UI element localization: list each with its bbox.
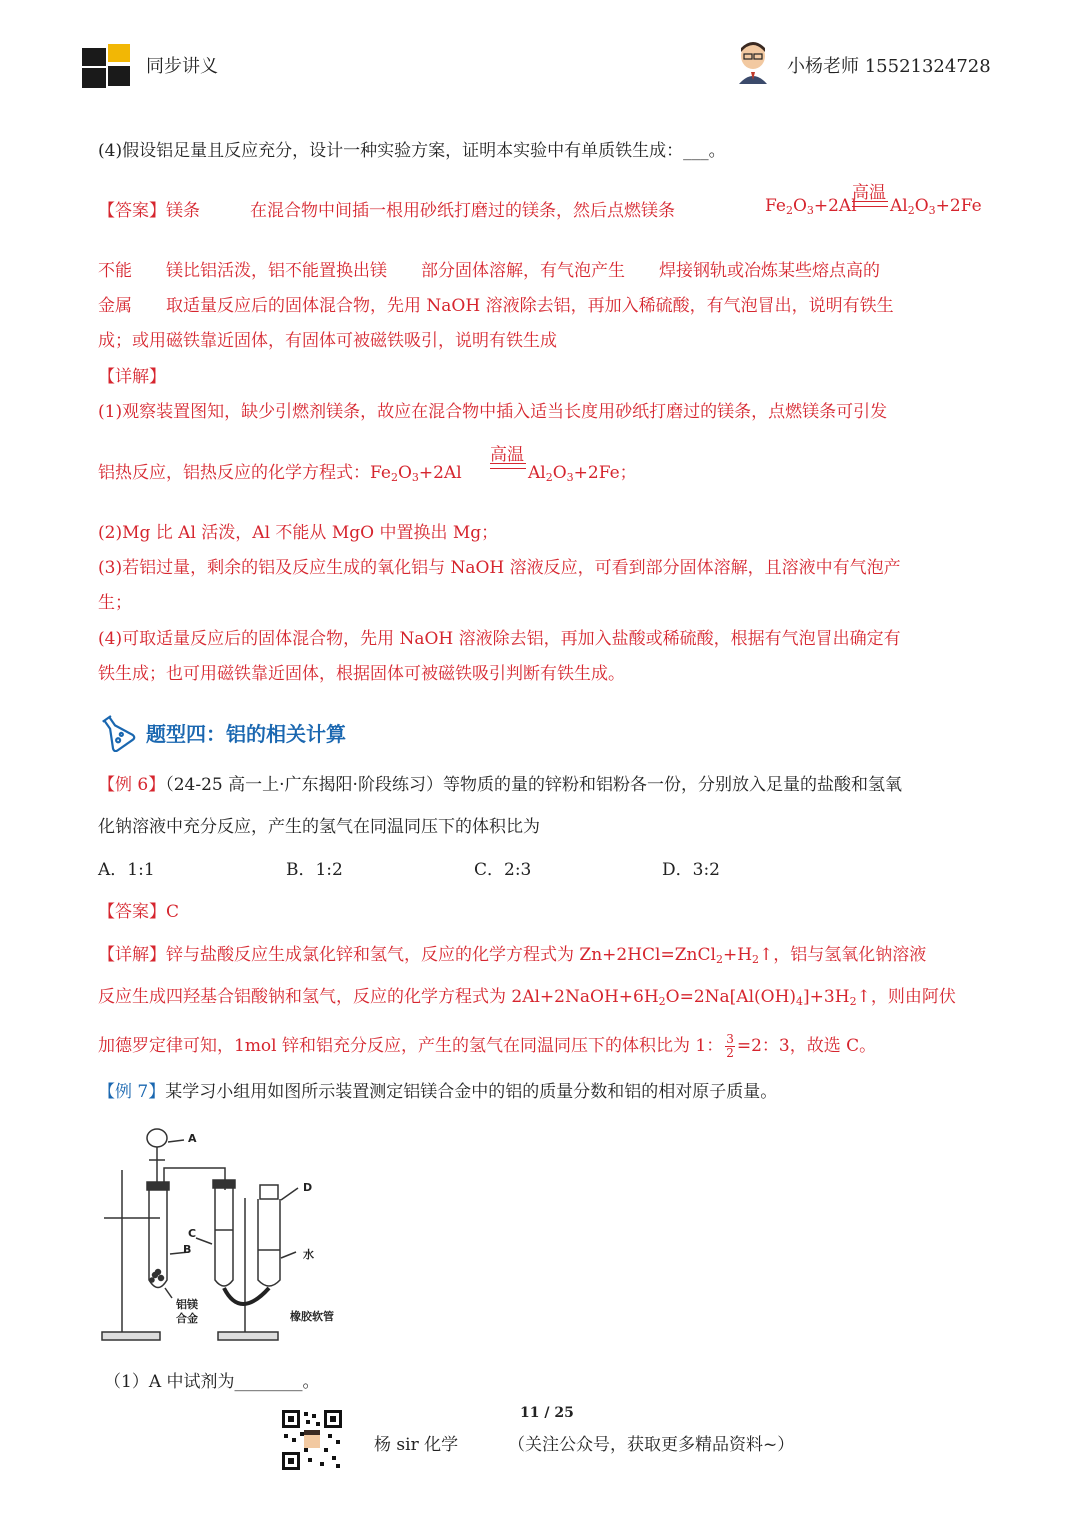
option-c: C．2:3 [474, 860, 532, 880]
header-title: 同步讲义 [146, 56, 218, 77]
answer-label: 【答案】 [98, 201, 166, 221]
question-4: (4)假设铝足量且反应充分，设计一种实验方案，证明本实验中有单质铁生成：___。 [98, 141, 726, 161]
label-water: 水 [303, 1248, 314, 1261]
answer-line-3: 金属 取适量反应后的固体混合物，先用 NaOH 溶液除去铝，再加入稀硫酸，有气泡冒出，说明有铁生 [98, 296, 894, 316]
example6-line-1 [98, 770, 902, 795]
eq2-bar [490, 463, 526, 469]
eq-condition: 高温 [852, 183, 886, 203]
example6-source: （24-25 高一上·广东揭阳·阶段练习） [165, 775, 443, 795]
example6-explain-2: 反应生成四羟基合铝酸钠和氢气，反应的化学方程式为 $2Al+2NaOH+6H_2O=2Na[Al(OH)_4]+3H_2↑$，则由阿伏 [98, 987, 956, 1008]
answer-item-2: 在混合物中间插一根用砂纸打磨过的镁条，然后点燃镁条 [250, 201, 675, 221]
example6-line-2: 化钠溶液中充分反应，产生的氢气在同温同压下的体积比为 [98, 817, 540, 837]
label-a: A [188, 1132, 197, 1145]
page-number: 11 / 25 [520, 1405, 574, 1421]
example6-label: 【例 6】 [98, 775, 166, 795]
label-alloy-2: 合金 [176, 1312, 198, 1325]
explain-p4b: 铁生成；也可用磁铁靠近固体，根据固体可被磁铁吸引判断有铁生成。 [98, 664, 625, 684]
label-b: B [183, 1243, 192, 1256]
eq-bar [852, 201, 888, 207]
label-d: D [303, 1181, 313, 1194]
label-c: C [188, 1227, 197, 1240]
example7-line: 【例 7】某学习小组用如图所示装置测定铝镁合金中的铝的质量分数和铝的相对原子质量。 [98, 1082, 778, 1102]
example6-answer: 【答案】C [98, 902, 180, 922]
flask-icon [96, 712, 136, 752]
example6-explain-3: 加德罗定律可知，1mol 锌和铝充分反应，产生的氢气在同温同压下的体积比为 1： $\frac{3}{2}$ =2：3，故选 C。 [98, 1032, 877, 1060]
option-b: B．1:2 [286, 860, 343, 880]
label-alloy-1: 铝镁 [176, 1298, 198, 1311]
eq-left: $Fe_2O_3+2Al$ [765, 196, 857, 217]
explain-p3b: 生； [98, 593, 132, 613]
option-a: A．1:1 [98, 860, 155, 880]
logo-icon [82, 44, 134, 88]
teacher-contact: 小杨老师 15521324728 [787, 56, 991, 77]
example6-explain-1: 【详解】锌与盐酸反应生成氯化锌和氢气，反应的化学方程式为 $Zn+2HCl=ZnCl_2+H_2↑$，铝与氢氧化钠溶液 [98, 945, 927, 966]
answer-item-1: 镁条 [166, 201, 200, 221]
example7-q1: （1）A 中试剂为________。 [104, 1372, 320, 1392]
eq-right: $Al_2O_3+2Fe$ [890, 196, 982, 217]
answer-line-2: 不能 镁比铝活泼，铝不能置换出镁 部分固体溶解，有气泡产生 焊接钢轨或冶炼某些熔点高的 [98, 261, 880, 281]
eq2-right: $Al_2O_3+2Fe$； [528, 463, 637, 484]
footer-note: （关注公众号，获取更多精品资料~） [508, 1435, 795, 1455]
explain-label: 【详解】 [98, 367, 166, 387]
eq2-condition: 高温 [490, 445, 524, 465]
label-rubber-tube: 橡胶软管 [290, 1310, 334, 1323]
explain-p1b: 铝热反应，铝热反应的化学方程式：$Fe_2O_3+2Al$ [98, 463, 462, 484]
explain-p4: (4)可取适量反应后的固体混合物，先用 NaOH 溶液除去铝，再加入盐酸或稀硫酸，根据有气泡冒出确定有 [98, 629, 901, 649]
explain-p3: (3)若铝过量，剩余的铝及反应生成的氧化铝与 NaOH 溶液反应，可看到部分固体溶解，且溶液中有气泡产 [98, 558, 901, 578]
footer-brand: 杨 sir 化学 [374, 1435, 459, 1455]
answer-line-4: 成；或用磁铁靠近固体，有固体可被磁铁吸引，说明有铁生成 [98, 331, 557, 351]
explain-p1: (1)观察装置图知，缺少引燃剂镁条，故应在混合物中插入适当长度用砂纸打磨过的镁条，点燃镁条可引发 [98, 402, 888, 422]
qr-code-icon [280, 1408, 344, 1472]
example6-text1: 等物质的量的锌粉和铝粉各一份，分别放入足量的盐酸和氢氧 [442, 775, 902, 795]
teacher-avatar-icon [733, 40, 773, 84]
answer-line-1 [98, 196, 200, 221]
answer-equation [765, 196, 857, 217]
section-title: 题型四：铝的相关计算 [146, 722, 346, 746]
example7-label: 【例 7】 [98, 1082, 166, 1102]
explain-p2: (2)Mg 比 Al 活泼，Al 不能从 MgO 中置换出 Mg； [98, 523, 499, 543]
option-d: D．3:2 [662, 860, 720, 880]
